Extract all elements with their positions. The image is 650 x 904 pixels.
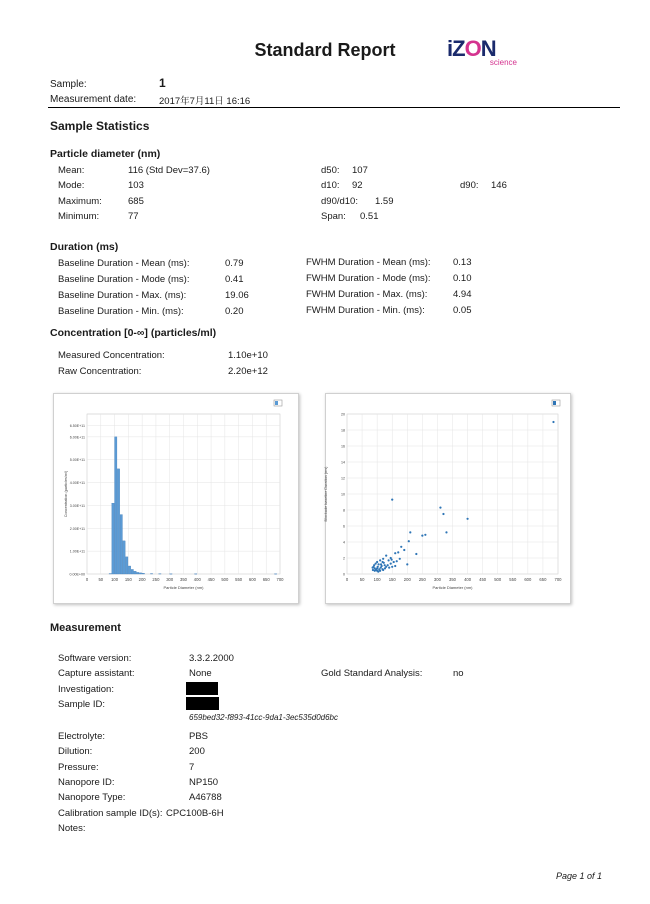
page-number: Page 1 of 1 — [556, 871, 603, 881]
x-tick-label: 300 — [433, 577, 441, 582]
scatter-point — [424, 534, 426, 536]
scatter-point — [397, 551, 399, 553]
x-tick-label: 600 — [524, 577, 532, 582]
x-tick-label: 700 — [554, 577, 562, 582]
x-tick-label: 400 — [193, 577, 201, 582]
legend-swatch — [553, 401, 556, 405]
scatter-point — [387, 564, 389, 566]
scatter-point — [385, 555, 387, 557]
scatter-point — [403, 549, 405, 551]
baseline-duration-max-label: Baseline Duration - Max. (ms): — [58, 290, 187, 301]
scatter-point — [445, 531, 447, 533]
scatter-point — [394, 552, 396, 554]
y-tick-label: 14 — [341, 460, 345, 465]
date-label: Measurement date: — [50, 94, 137, 105]
d10-value: 92 — [352, 180, 363, 191]
nanopore-id-value: NP150 — [189, 777, 219, 788]
scatter-point — [385, 566, 387, 568]
fwhm-duration-max-value: 4.94 — [453, 289, 472, 300]
scatter-point — [391, 566, 393, 568]
histogram-bar — [120, 515, 122, 574]
x-tick-label: 100 — [111, 577, 119, 582]
x-tick-label: 650 — [262, 577, 270, 582]
y-tick-label: 0.00E+00 — [69, 572, 85, 577]
date-value: 2017年7月11日 16:16 — [159, 96, 251, 107]
sample-id-redaction — [186, 697, 219, 710]
scatter-point — [378, 563, 380, 565]
x-tick-label: 450 — [207, 577, 215, 582]
histogram-bar — [126, 557, 128, 574]
y-tick-label: 12 — [341, 476, 345, 481]
y-tick-label: 2.00E+11 — [69, 526, 85, 531]
raw-concentration-label: Raw Concentration: — [58, 366, 142, 377]
scatter-point — [388, 567, 390, 569]
notes-label: Notes: — [58, 823, 86, 834]
y-tick-label: 2 — [343, 556, 345, 561]
y-tick-label: 3.00E+11 — [69, 503, 85, 508]
histogram-bar — [142, 573, 144, 574]
capture-assistant-label: Capture assistant: — [58, 668, 135, 679]
histogram-bar — [112, 503, 114, 574]
scatter-point — [399, 558, 401, 560]
measurement-heading: Measurement — [50, 622, 121, 634]
baseline-duration-max-value: 19.06 — [225, 290, 249, 301]
minimum-value: 77 — [128, 211, 139, 222]
scatter-chart-panel — [325, 393, 571, 604]
sample-id-label: Sample ID: — [58, 699, 105, 710]
x-axis-label: Particle Diameter (nm) — [432, 585, 473, 590]
scatter-point — [393, 561, 395, 563]
particle-diameter-heading: Particle diameter (nm) — [50, 148, 161, 160]
scatter-point — [374, 570, 376, 572]
y-axis-label: Blockade baseline Duration (ms) — [324, 466, 328, 522]
y-axis-label: Concentration (particles/ml) — [64, 470, 68, 518]
d90-value: 146 — [491, 180, 507, 191]
scatter-point — [442, 513, 444, 515]
histogram-bar — [117, 469, 119, 574]
scatter-chart — [326, 394, 570, 603]
fwhm-duration-mode-value: 0.10 — [453, 273, 472, 284]
baseline-duration-min-label: Baseline Duration - Min. (ms): — [58, 306, 184, 317]
span-label: Span: — [321, 211, 346, 222]
scatter-point — [391, 499, 393, 501]
scatter-point — [390, 563, 392, 565]
scatter-point — [400, 546, 402, 548]
scatter-point — [381, 561, 383, 563]
dilution-label: Dilution: — [58, 746, 93, 757]
calibration-sample-value: CPC100B-6H — [166, 808, 224, 819]
sample-statistics-heading: Sample Statistics — [50, 119, 150, 133]
baseline-duration-min-value: 0.20 — [225, 306, 244, 317]
capture-assistant-value: None — [189, 668, 212, 679]
investigation-label: Investigation: — [58, 684, 114, 695]
scatter-point — [396, 560, 398, 562]
izon-logo — [447, 38, 517, 70]
logo-wordmark: iZON — [447, 36, 496, 61]
scatter-point — [382, 558, 384, 560]
y-tick-label: 5.00E+11 — [69, 458, 85, 463]
scatter-point — [376, 561, 378, 563]
histogram-bar — [128, 566, 130, 574]
duration-heading: Duration (ms) — [50, 241, 119, 253]
scatter-point — [415, 553, 417, 555]
logo-subtext: science — [489, 58, 517, 67]
maximum-label: Maximum: — [58, 196, 102, 207]
scatter-point — [552, 421, 554, 423]
concentration-heading: Concentration [0-∞] (particles/ml) — [50, 327, 217, 339]
dilution-value: 200 — [189, 746, 205, 757]
x-tick-label: 400 — [464, 577, 472, 582]
d90-d10-label: d90/d10: — [321, 196, 358, 207]
gold-standard-label: Gold Standard Analysis: — [321, 668, 423, 679]
d50-value: 107 — [352, 165, 368, 176]
x-tick-label: 500 — [494, 577, 502, 582]
fwhm-duration-mode-label: FWHM Duration - Mode (ms): — [306, 273, 431, 284]
scatter-point — [391, 559, 393, 561]
y-tick-label: 1.00E+11 — [69, 549, 85, 554]
report-title: Standard Report — [254, 40, 396, 60]
software-version-value: 3.3.2.2000 — [189, 653, 234, 664]
histogram-bar — [131, 569, 133, 574]
x-tick-label: 100 — [373, 577, 381, 582]
x-tick-label: 150 — [124, 577, 132, 582]
fwhm-duration-mean-label: FWHM Duration - Mean (ms): — [306, 257, 431, 268]
scatter-point — [394, 565, 396, 567]
pressure-label: Pressure: — [58, 762, 99, 773]
x-tick-label: 500 — [221, 577, 229, 582]
d50-label: d50: — [321, 165, 340, 176]
histogram-bar — [123, 541, 125, 574]
x-tick-label: 200 — [138, 577, 146, 582]
baseline-duration-mode-label: Baseline Duration - Mode (ms): — [58, 274, 190, 285]
x-tick-label: 200 — [403, 577, 411, 582]
x-tick-label: 250 — [152, 577, 160, 582]
y-tick-label: 4.00E+11 — [69, 481, 85, 486]
x-tick-label: 250 — [418, 577, 426, 582]
y-tick-label: 6.00E+11 — [69, 435, 85, 440]
x-tick-label: 0 — [345, 577, 349, 582]
baseline-duration-mode-value: 0.41 — [225, 274, 244, 285]
x-tick-label: 50 — [98, 577, 104, 582]
x-tick-label: 550 — [235, 577, 243, 582]
d90-d10-value: 1.59 — [375, 196, 394, 207]
x-tick-label: 0 — [85, 577, 89, 582]
baseline-duration-mean-value: 0.79 — [225, 258, 244, 269]
nanopore-type-label: Nanopore Type: — [58, 792, 126, 803]
x-tick-label: 350 — [449, 577, 456, 582]
scatter-point — [379, 559, 381, 561]
y-tick-label: 18 — [341, 428, 345, 433]
scatter-point — [372, 567, 374, 569]
mean-label: Mean: — [58, 165, 85, 176]
electrolyte-label: Electrolyte: — [58, 731, 105, 742]
pressure-value: 7 — [189, 762, 195, 773]
x-tick-label: 700 — [276, 577, 284, 582]
mode-value: 103 — [128, 180, 144, 191]
sample-label: Sample: — [50, 79, 87, 90]
d10-label: d10: — [321, 180, 340, 191]
gold-standard-value: no — [453, 668, 464, 679]
x-tick-label: 450 — [479, 577, 487, 582]
y-tick-label: 0 — [343, 572, 345, 577]
scatter-point — [406, 563, 408, 565]
x-tick-label: 650 — [539, 577, 547, 582]
sample-hash: 659bed32-f893-41cc-9da1-3ec535d0d6bc — [189, 713, 339, 722]
baseline-duration-mean-label: Baseline Duration - Mean (ms): — [58, 258, 190, 269]
scatter-point — [382, 569, 384, 571]
scatter-point — [378, 568, 380, 570]
histogram-chart — [54, 394, 298, 603]
scatter-point — [409, 531, 411, 533]
scatter-point — [376, 567, 378, 569]
fwhm-duration-min-value: 0.05 — [453, 305, 472, 316]
y-tick-label: 6 — [343, 524, 345, 529]
y-tick-label: 4 — [343, 540, 345, 545]
measured-concentration-label: Measured Concentration: — [58, 350, 165, 361]
mode-label: Mode: — [58, 180, 85, 191]
y-tick-label: 8 — [343, 508, 345, 513]
nanopore-id-label: Nanopore ID: — [58, 777, 115, 788]
fwhm-duration-max-label: FWHM Duration - Max. (ms): — [306, 289, 428, 300]
calibration-sample-label: Calibration sample ID(s): — [58, 808, 163, 819]
raw-concentration-value: 2.20e+12 — [228, 366, 268, 377]
scatter-point — [421, 535, 423, 537]
scatter-point — [384, 564, 386, 566]
scatter-point — [387, 559, 389, 561]
x-tick-label: 150 — [388, 577, 396, 582]
histogram-bar — [134, 571, 136, 574]
span-value: 0.51 — [360, 211, 379, 222]
minimum-label: Minimum: — [58, 211, 100, 222]
y-tick-label: 10 — [341, 492, 345, 497]
scatter-point — [380, 563, 382, 565]
histogram-bar — [115, 437, 117, 574]
histogram-bar — [137, 572, 139, 574]
x-tick-label: 50 — [359, 577, 365, 582]
mean-value: 116 (Std Dev=37.6) — [128, 165, 210, 176]
legend-swatch — [275, 401, 278, 405]
x-axis-label: Particle Diameter (nm) — [163, 585, 204, 590]
x-tick-label: 600 — [248, 577, 256, 582]
scatter-point — [466, 518, 468, 520]
scatter-point — [408, 540, 410, 542]
y-tick-label: 6.50E+11 — [69, 423, 85, 428]
y-tick-label: 20 — [341, 412, 345, 417]
fwhm-duration-mean-value: 0.13 — [453, 257, 472, 268]
x-tick-label: 300 — [166, 577, 174, 582]
fwhm-duration-min-label: FWHM Duration - Min. (ms): — [306, 305, 425, 316]
investigation-redaction — [186, 682, 218, 695]
electrolyte-value: PBS — [189, 731, 209, 742]
x-tick-label: 350 — [180, 577, 187, 582]
scatter-point — [439, 507, 441, 509]
header-divider — [48, 107, 620, 108]
sample-value: 1 — [159, 76, 166, 90]
measured-concentration-value: 1.10e+10 — [228, 350, 268, 361]
d90-label: d90: — [460, 180, 479, 191]
histogram-chart-panel — [53, 393, 299, 604]
x-tick-label: 550 — [509, 577, 517, 582]
scatter-point — [375, 563, 377, 565]
software-version-label: Software version: — [58, 653, 132, 664]
y-tick-label: 16 — [341, 444, 345, 449]
maximum-value: 685 — [128, 196, 144, 207]
nanopore-type-value: A46788 — [189, 792, 222, 803]
histogram-bar — [139, 573, 141, 574]
